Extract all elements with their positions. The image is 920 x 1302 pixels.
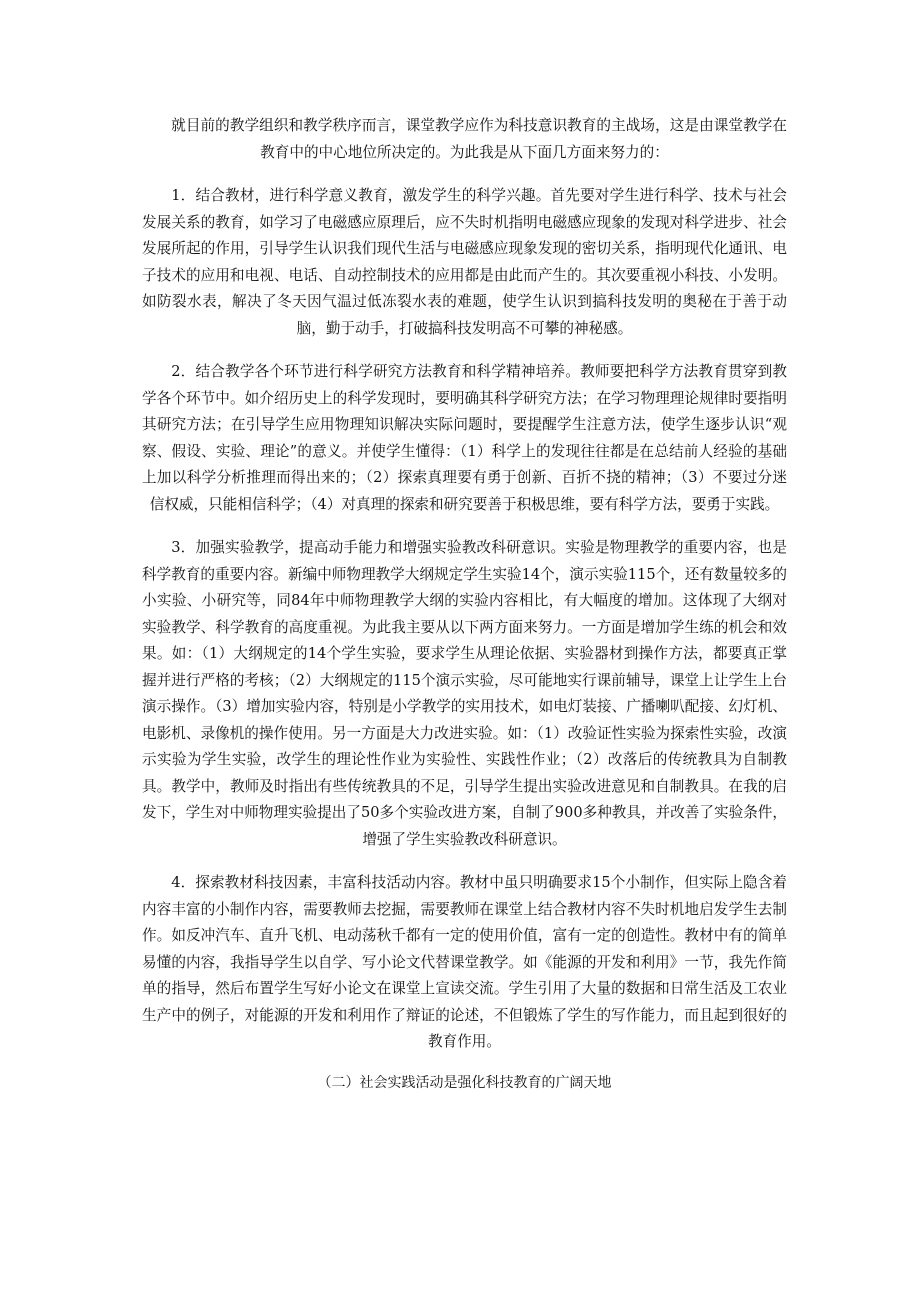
document-page — [142, 113, 787, 1096]
point-2-paragraph: 2．结合教学各个环节进行科学研究方法教育和科学精神培养。教师要把科学方法教育贯穿到教学各个环节中。如介绍历史上的科学发现时，要明确其科学研究方法；在学习物理理论规律时要指明其研究方法；在引导学生应用物理知识解决实际问题时，要提醒学生注意方法，使学生逐步认识“观察、假设、实验、理论”的意义。并使学生懂得：（1）科学上的发现往往都是在总结前人经验的基础上加以科学分析推理而得出来的；（2）探索真理要有勇于创新、百折不挠的精神；（3）不要过分迷信权威，只能相信科学；（4）对真理的探索和研究要善于积极思维，要有科学方法，要勇于实践。 — [142, 363, 787, 513]
point-1-paragraph: 1．结合教材，进行科学意义教育，激发学生的科学兴趣。首先要对学生进行科学、技术与社会发展关系的教育，如学习了电磁感应原理后，应不失时机指明电磁感应现象的发现对科学进步、社会发展所起的作用，引导学生认识我们现代生活与电磁感应现象发现的密切关系，指明现代化通讯、电子技术的应用和电视、电话、自动控制技术的应用都是由此而产生的。其次要重视小科技、小发明。如防裂水表，解决了冬天因气温过低冻裂水表的难题，使学生认识到搞科技发明的奥秘在于善于动脑，勤于动手，打破搞科技发明高不可攀的神秘感。 — [142, 187, 787, 337]
point-3-paragraph: 3．加强实验教学，提高动手能力和增强实验教改科研意识。实验是物理教学的重要内容，也是科学教育的重要内容。新编中师物理教学大纲规定学生实验14个，演示实验115个，还有数量较多的小实验、小研究等，同84年中师物理教学大纲的实验内容相比，有大幅度的增加。这体现了大纲对实验教学、科学教育的高度重视。为此我主要从以下两方面来努力。一方面是增加学生练的机会和效果。如：（1）大纲规定的14个学生实验，要求学生从理论依据、实验器材到操作方法，都要真正掌握并进行严格的考核；（2）大纲规定的115个演示实验，尽可能地实行课前辅导，课堂上让学生上台演示操作。（3）增加实验内容，特别是小学教学的实用技术，如电灯装接、广播喇叭配接、幻灯机、电影机、录像机的操作使用。另一方面是大力改进实验。如：（1）改验证性实验为探索性实验，改演示实验为学生实验，改学生的理论性作业为实验性、实践性作业；（2）改落后的传统教具为自制教具。教学中，教师及时指出有些传统教具的不足，引导学生提出实验改进意见和自制教具。在我的启发下，学生对中师物理实验提出了50多个实验改进方案，自制了900多种教具，并改善了实验条件，增强了学生实验教改科研意识。 — [142, 539, 788, 848]
point-4-paragraph: 4．探索教材科技因素，丰富科技活动内容。教材中虽只明确要求15个小制作，但实际上隐含着内容丰富的小制作内容，需要教师去挖掘，需要教师在课堂上结合教材内容不失时机地启发学生去制作。如反冲汽车、直升飞机、电动荡秋千都有一定的使用价值，富有一定的创造性。教材中有的简单易懂的内容，我指导学生以自学、写小论文代替课堂教学。如《能源的开发和利用》一节，我先作简单的指导，然后布置学生写好小论文在课堂上宣读交流。学生引用了大量的数据和日常生活及工农业生产中的例子，对能源的开发和利用作了辩证的论述，不但锻炼了学生的写作能力，而且起到很好的教育作用。 — [142, 874, 787, 1050]
intro-paragraph: 就目前的教学组织和教学秩序而言，课堂教学应作为科技意识教育的主战场，这是由课堂教学在教育中的中心地位所决定的。为此我是从下面几方面来努力的： — [171, 117, 787, 161]
section-heading: （二）社会实践活动是强化科技教育的广阔天地 — [317, 1074, 612, 1091]
